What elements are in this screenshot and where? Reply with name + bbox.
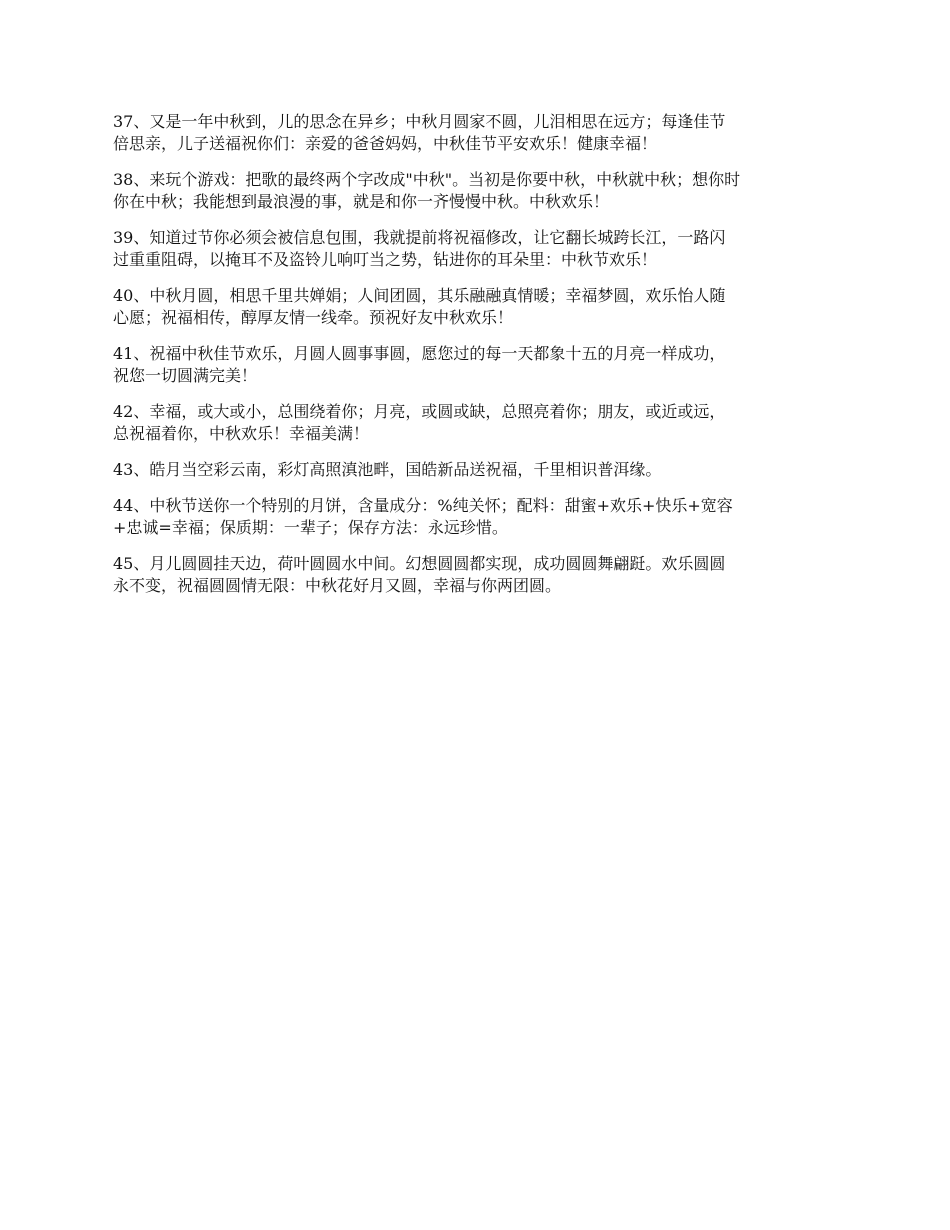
paragraph-37: 37、又是一年中秋到，儿的思念在异乡；中秋月圆家不圆，儿泪相思在远方；每逢佳节 倍思亲，儿子送福祝你们：亲爱的爸爸妈妈，中秋佳节平安欢乐！健康幸福！ xyxy=(113,112,726,153)
paragraph-45: 45、月儿圆圆挂天边，荷叶圆圆水中间。幻想圆圆都实现，成功圆圆舞翩跹。欢乐圆圆 永不变，祝福圆圆情无限：中秋花好月又圆，幸福与你两团圆。 xyxy=(113,554,726,595)
paragraph-40: 40、中秋月圆，相思千里共婵娟；人间团圆，其乐融融真情暖；幸福梦圆，欢乐怡人随 心愿；祝福相传，醇厚友情一线牵。预祝好友中秋欢乐！ xyxy=(113,286,726,327)
paragraph-41: 41、祝福中秋佳节欢乐，月圆人圆事事圆，愿您过的每一天都象十五的月亮一样成功， 祝您一切圆满完美！ xyxy=(113,344,726,385)
paragraph-39: 39、知道过节你必须会被信息包围，我就提前将祝福修改，让它翻长城跨长江，一路闪 过重重阻碍，以掩耳不及盗铃儿响叮当之势，钻进你的耳朵里：中秋节欢乐！ xyxy=(113,228,726,269)
paragraph-44: 44、中秋节送你一个特别的月饼，含量成分：%纯关怀；配料：甜蜜+欢乐+快乐+宽容 +忠诚=幸福；保质期：一辈子；保存方法：永远珍惜。 xyxy=(113,496,733,537)
paragraph-38: 38、来玩个游戏：把歌的最终两个字改成"中秋"。当初是你要中秋，中秋就中秋；想你时 你在中秋；我能想到最浪漫的事，就是和你一齐慢慢中秋。中秋欢乐！ xyxy=(113,170,741,211)
paragraph-43: 43、皓月当空彩云南，彩灯高照滇池畔，国皓新品送祝福，千里相识普洱缘。 xyxy=(113,460,662,479)
document-page xyxy=(113,111,843,611)
paragraph-42: 42、幸福，或大或小，总围绕着你；月亮，或圆或缺，总照亮着你；朋友，或近或远， 总祝福着你，中秋欢乐！幸福美满！ xyxy=(113,402,726,443)
